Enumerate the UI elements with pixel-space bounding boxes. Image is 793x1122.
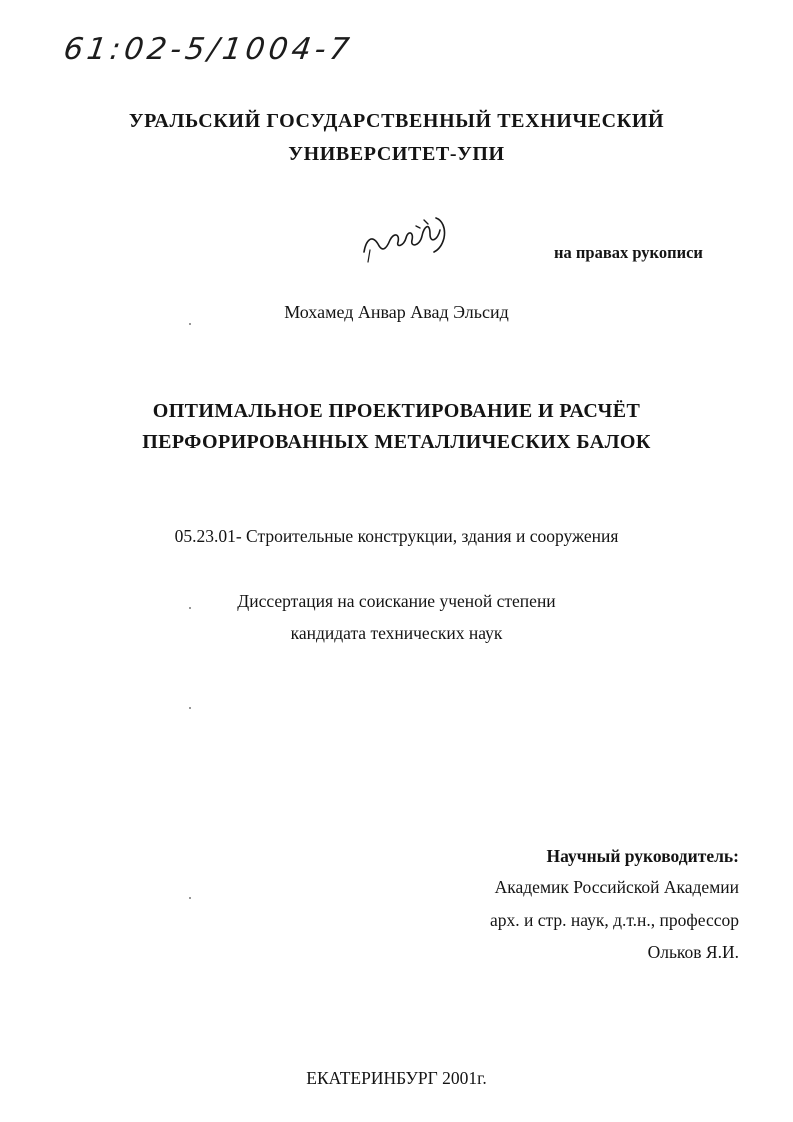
university-name-line1: УРАЛЬСКИЙ ГОСУДАРСТВЕННЫЙ ТЕХНИЧЕСКИЙ: [128, 110, 665, 132]
degree-line1: Диссертация на соискание ученой степени: [237, 591, 556, 611]
specialty-code: 05.23.01- Строительные конструкции, здания и сооружения: [174, 526, 619, 546]
thesis-title-line2: ПЕРФОРИРОВАННЫХ МЕТАЛЛИЧЕСКИХ БАЛОК: [142, 431, 651, 453]
scan-speck: [189, 707, 191, 709]
rights-note: на правах рукописи: [554, 243, 703, 262]
supervisor-title-line2: арх. и стр. наук, д.т.н., профессор: [489, 910, 739, 930]
author-name: Мохамед Анвар Авад Эльсид: [284, 302, 509, 322]
scan-speck: [189, 897, 191, 899]
university-name-line2: УНИВЕРСИТЕТ-УПИ: [288, 143, 505, 165]
scan-speck: [189, 323, 191, 325]
degree-line2: кандидата технических наук: [290, 623, 503, 643]
supervisor-heading: Научный руководитель:: [546, 846, 739, 866]
archive-code: 61:02-5/1004-7: [61, 32, 356, 67]
supervisor-title-line1: Академик Российской Академии: [494, 877, 739, 897]
city-year: ЕКАТЕРИНБУРГ 2001г.: [306, 1068, 487, 1088]
scan-speck: [189, 607, 191, 609]
signature-icon: [358, 200, 468, 270]
supervisor-name: Ольков Я.И.: [647, 942, 739, 962]
thesis-title-line1: ОПТИМАЛЬНОЕ ПРОЕКТИРОВАНИЕ И РАСЧЁТ: [152, 400, 641, 422]
